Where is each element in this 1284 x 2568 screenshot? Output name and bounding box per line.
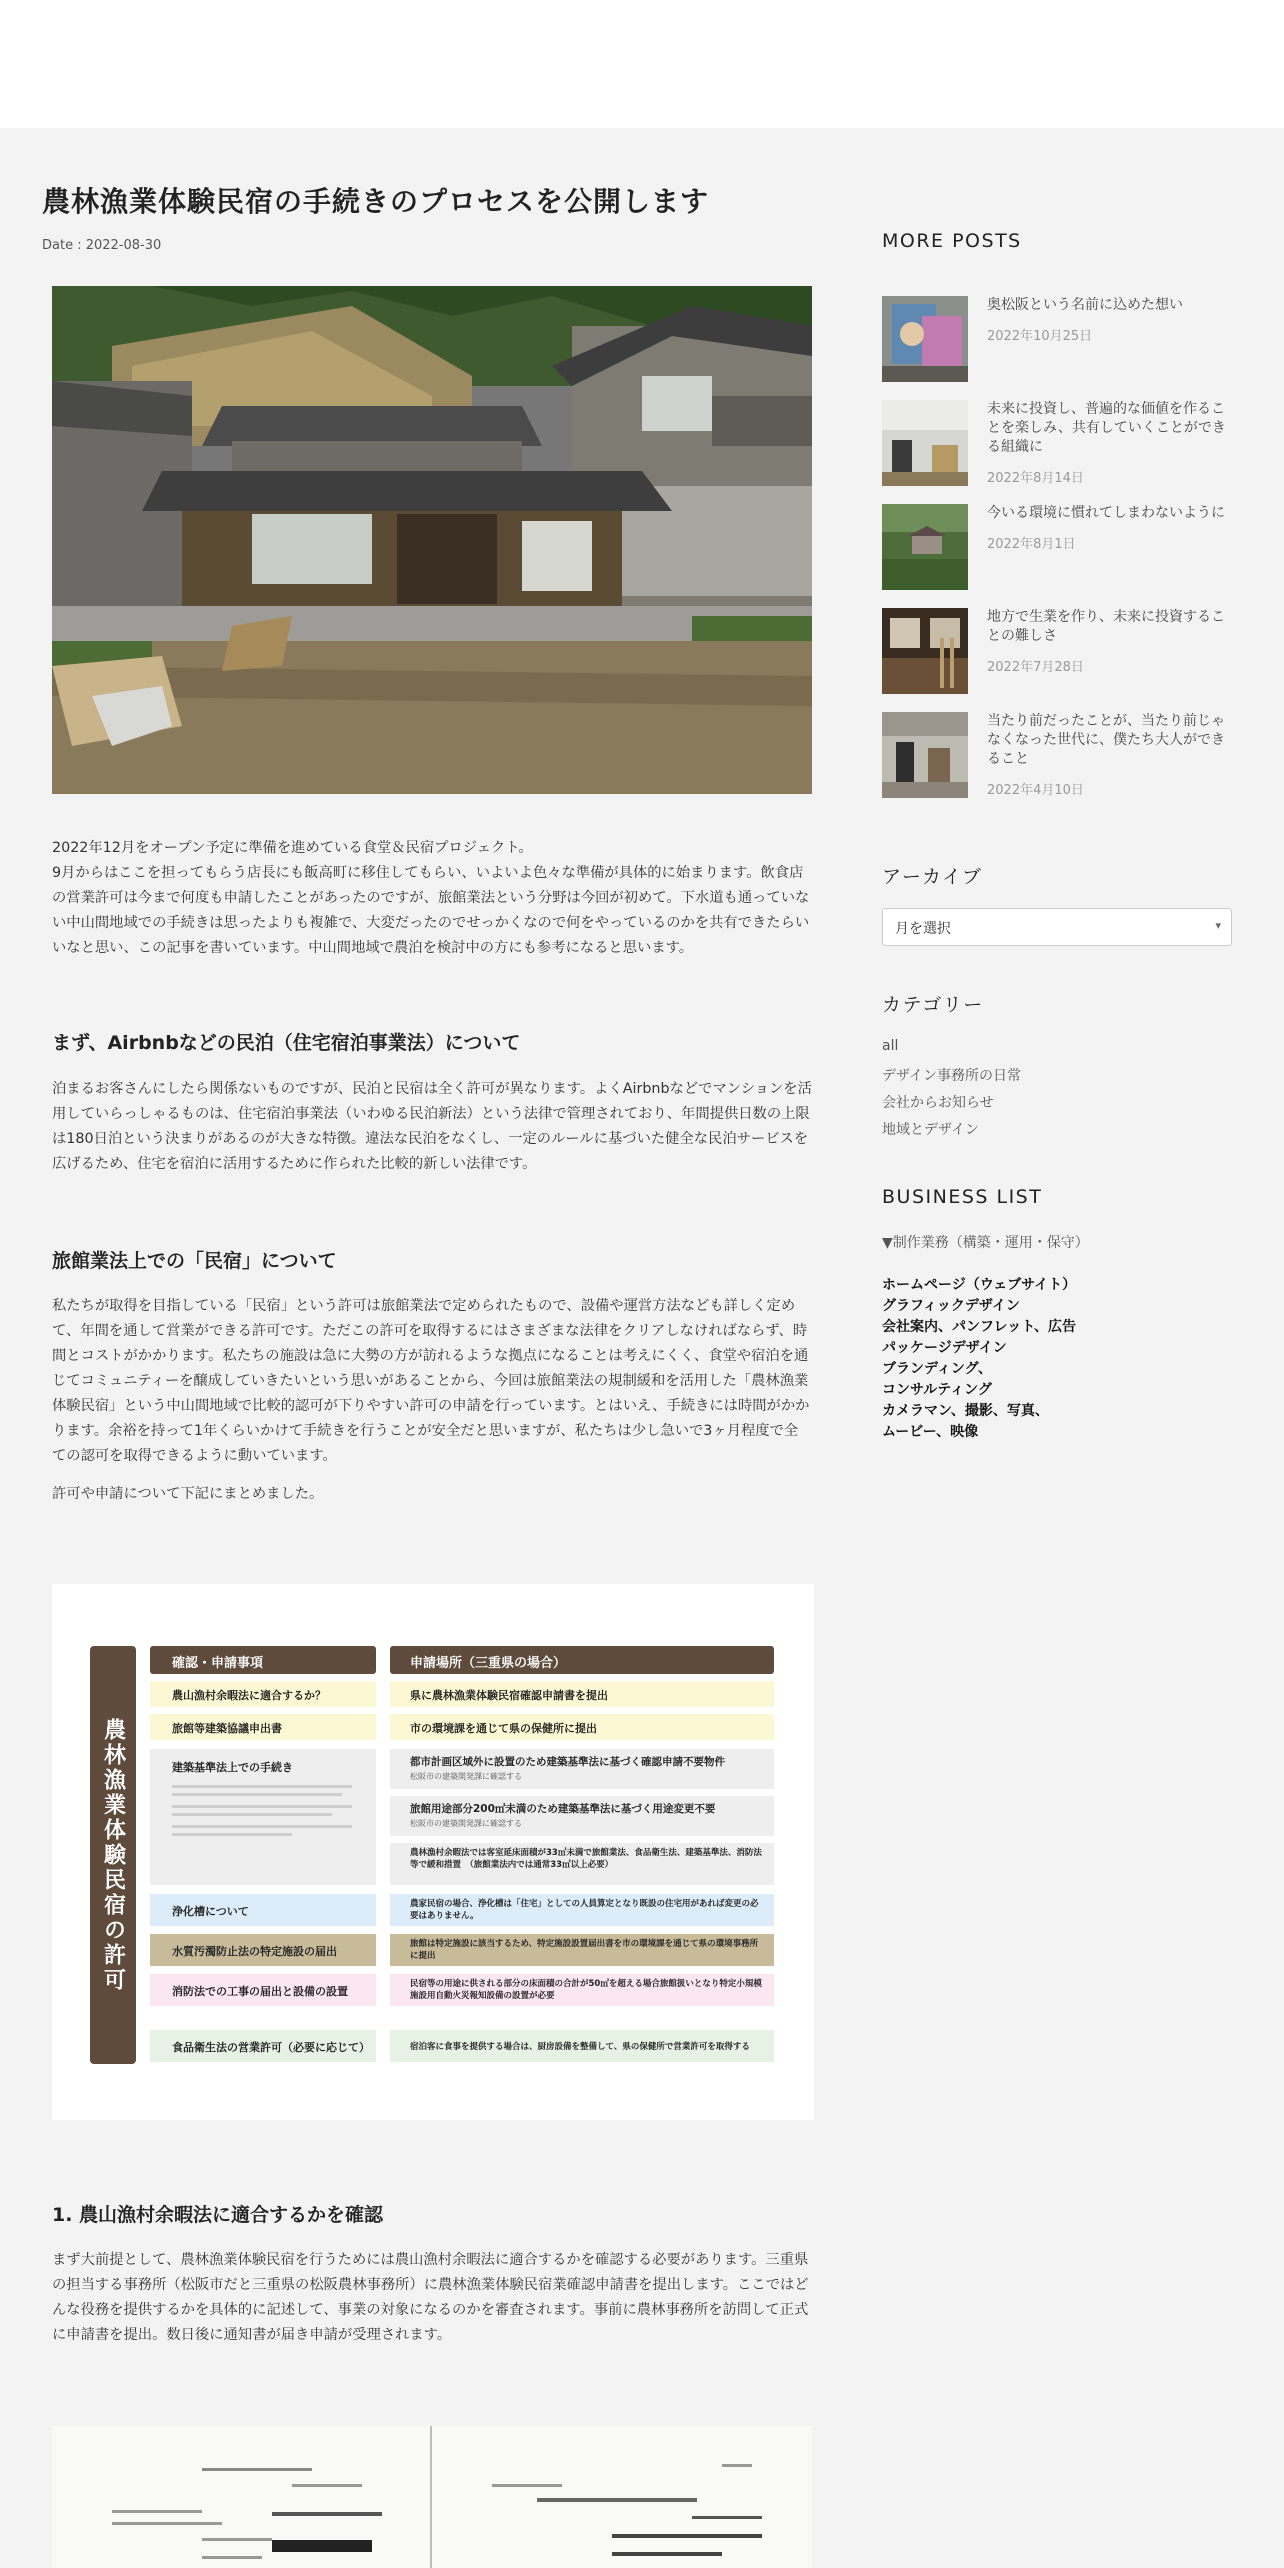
diagram-col2-header-text: 申請場所（三重県の場合） bbox=[410, 1656, 567, 1671]
diagram-row-3-left: 浄化槽について bbox=[150, 1894, 376, 1926]
diagram-row-4-right: 旅館は特定施設に該当するため、特定施設設置届出書を市の環境課を通じて県の環境事務所に提出 bbox=[390, 1934, 774, 1966]
archive-select-value: 月を選択 bbox=[895, 921, 951, 937]
post-item-4[interactable] bbox=[882, 608, 1232, 698]
post-date-5: 2022年4月10日 bbox=[987, 783, 1084, 798]
post-title-4[interactable]: 地方で生業を作り、未来に投資することの難しさ bbox=[987, 609, 1225, 644]
diagram-kenchiku-item-3: 農林漁村余暇法では客室延床面積が33㎡未満で旅館業法、食品衛生法、建築基準法、消防法等で緩和措置 （旅館業法内では通常33㎡以上必要） bbox=[410, 1848, 762, 1870]
post-item-5[interactable] bbox=[882, 712, 1232, 802]
diagram-kenchiku-item-2: 旅館用途部分200㎡未満のため建築基準法に基づく用途変更不要 bbox=[410, 1803, 716, 1815]
business-list-subheading: ▼制作業務（構築・運用・保守） bbox=[882, 1235, 1089, 1251]
permit-diagram bbox=[52, 1584, 814, 2120]
diagram-kenchiku-title: 建築基準法上での手続き bbox=[172, 1761, 293, 1774]
post-title-1[interactable]: 奥松阪という名前に込めた想い bbox=[987, 297, 1183, 313]
section-note: 許可や申請について下記にまとめました。 bbox=[52, 1486, 324, 1502]
business-item: 会社案内、パンフレット、広告 bbox=[882, 1319, 1077, 1335]
post-thumbnail-5[interactable] bbox=[882, 712, 968, 798]
section-body-ryokan: 私たちが取得を目指している「民宿」という許可は旅館業法で定められたもので、設備や運営方法なども詳しく定めて、年間を通して営業ができる許可です。ただこの許可を取得するにはさまざまな法律をクリアしなければならず、時間とコストがかかります。私たちの施設は急に大勢の方が訪れるような拠点になることは考えにくく、食堂や宿泊を通じてコミュニティーを醸成していきたいという思いがあることから、今回は旅館業法の規制緩和を活用した「農林漁業体験民宿」という中山間地域で比較的認可が下りやすい許可の申請を行っています。とはいえ、手続きには時間がかかります。余裕を持って1年くらいかけて手続きを行うことが安全だと思いますが、私たちは少し急いで3ヶ月程度で全ての認可を取得できるように動いています。 bbox=[52, 1298, 810, 1464]
section-body-step1: まず大前提として、農林漁業体験民宿を行うためには農山漁村余暇法に適合するかを確認する必要があります。三重県の担当する事務所（松阪市だと三重県の松阪農林事務所）に農林漁業体験民宿業確認申請書を提出します。ここではどんな役務を提供するかを具体的に記述して、事業の対象になるのかを審査されます。事前に農林事務所を訪問して正式に申請書を提出。数日後に通知書が届き申請が受理されます。 bbox=[52, 2252, 809, 2343]
business-item: ムービー、映像 bbox=[882, 1424, 979, 1440]
diagram-kenchiku-right-1 bbox=[390, 1749, 774, 1789]
business-item: ホームページ（ウェブサイト） bbox=[882, 1277, 1077, 1293]
diagram-row-6-left: 食品衛生法の営業許可（必要に応じて） bbox=[150, 2030, 376, 2062]
article-title: 農林漁業体験民宿の手続きのプロセスを公開します bbox=[42, 185, 710, 218]
archive-heading: アーカイブ bbox=[882, 866, 983, 888]
post-date-3: 2022年8月1日 bbox=[987, 537, 1076, 552]
post-thumbnail-1[interactable] bbox=[882, 296, 968, 382]
intro-paragraph-1: 2022年12月をオープン予定に準備を進めている食堂＆民宿プロジェクト。 bbox=[52, 840, 533, 856]
diagram-kenchiku-note-1: 松阪市の建築開発課に確認する bbox=[410, 1772, 522, 1781]
post-item-2[interactable] bbox=[882, 400, 1232, 490]
category-heading: カテゴリー bbox=[882, 994, 984, 1016]
chevron-down-icon: ▾ bbox=[1215, 919, 1221, 932]
diagram-row-5-right: 民宿等の用途に供される部分の床面積の合計が50㎡を超える場合旅館扱いとなり特定小規模施設用自動火災報知設備の設置が必要 bbox=[390, 1974, 774, 2006]
diagram-row-1-left: 農山漁村余暇法に適合するか？ bbox=[150, 1681, 376, 1707]
diagram-row-5-left: 消防法での工事の届出と設備の設置 bbox=[150, 1974, 376, 2006]
archive-select[interactable] bbox=[882, 908, 1232, 946]
post-thumbnail-2[interactable] bbox=[882, 400, 968, 486]
article-date: Date : 2022-08-30 bbox=[42, 238, 162, 253]
category-link-news[interactable]: 会社からお知らせ bbox=[882, 1095, 994, 1111]
diagram-kenchiku-note-2: 松阪市の建築開発課に確認する bbox=[410, 1819, 522, 1828]
diagram-kenchiku-item-1: 都市計画区域外に設置のため建築基準法に基づく確認申請不要物件 bbox=[410, 1756, 725, 1768]
business-item: コンサルティング bbox=[882, 1382, 992, 1398]
post-date-1: 2022年10月25日 bbox=[987, 329, 1093, 344]
post-item-1[interactable] bbox=[882, 296, 1232, 386]
post-thumbnail-3[interactable] bbox=[882, 504, 968, 590]
diagram-col1-header-text: 確認・申請事項 bbox=[172, 1656, 264, 1671]
site-header bbox=[0, 0, 1284, 128]
section-heading-minpaku: まず、Airbnbなどの民泊（住宅宿泊事業法）について bbox=[52, 1032, 521, 1054]
business-item: グラフィックデザイン bbox=[882, 1298, 1020, 1314]
post-item-3[interactable] bbox=[882, 504, 1232, 594]
section-heading-ryokan: 旅館業法上での「民宿」について bbox=[52, 1250, 337, 1272]
post-title-2[interactable]: 未来に投資し、普遍的な価値を作ることを楽しみ、共有していくことができる組織に bbox=[987, 401, 1226, 455]
diagram-row-2-right: 市の環境課を通じて県の保健所に提出 bbox=[390, 1714, 774, 1740]
more-posts-heading: MORE POSTS bbox=[882, 230, 1022, 252]
diagram-col2-header bbox=[390, 1646, 774, 1674]
business-item: カメラマン、撮影、写真、 bbox=[882, 1403, 1049, 1419]
category-link-all[interactable]: all bbox=[882, 1038, 899, 1054]
intro-paragraph-2: 9月からはここを担ってもらう店長にも飯高町に移住してもらい、いよいよ色々な準備が具体的に始まります。飲食店の営業許可は今まで何度も申請したことがあったのですが、旅館業法という分野は今回が初めて。下水道も通っていない中山間地域での手続きは思ったよりも複雑で、大変だったのでせっかくなので何をやっているのかを共有できたらいいなと思い、この記事を書いています。中山間地域で農泊を検討中の方にも参考になると思います。 bbox=[52, 865, 810, 956]
diagram-row-4-left: 水質汚濁防止法の特定施設の届出 bbox=[150, 1934, 376, 1966]
post-date-2: 2022年8月14日 bbox=[987, 471, 1084, 486]
diagram-kenchiku-right-2 bbox=[390, 1796, 774, 1836]
diagram-row-6-right: 宿泊客に食事を提供する場合は、厨房設備を整備して、県の保健所で営業許可を取得する bbox=[390, 2030, 774, 2062]
post-title-5[interactable]: 当たり前だったことが、当たり前じゃなくなった世代に、僕たち大人ができること bbox=[987, 713, 1225, 767]
post-thumbnail-4[interactable] bbox=[882, 608, 968, 694]
business-item: パッケージデザイン bbox=[882, 1340, 1007, 1356]
category-link-region-design[interactable]: 地域とデザイン bbox=[882, 1122, 980, 1138]
hero-photo bbox=[52, 286, 812, 794]
diagram-kenchiku-left bbox=[150, 1749, 376, 1885]
diagram-col1-header bbox=[150, 1646, 376, 1674]
section-body-minpaku: 泊まるお客さんにしたら関係ないものですが、民泊と民宿は全く許可が異なります。よくAirbnbなどでマンションを活用していらっしゃるものは、住宅宿泊事業法（いわゆる民泊新法）という法律で管理されており、年間提供日数の上限は180日泊という決まりがあるのが大きな特徴。違法な民泊をなくし、一定のルールに基づいた健全な民泊サービスを広げるため、住宅を宿泊に活用するために作られた比較的新しい法律です。 bbox=[52, 1081, 812, 1172]
application-form-scan bbox=[52, 2426, 812, 2568]
diagram-row-2-left: 旅館等建築協議申出書 bbox=[150, 1714, 376, 1740]
diagram-row-1-right: 県に農林漁業体験民宿確認申請書を提出 bbox=[390, 1681, 774, 1707]
business-list-heading: BUSINESS LIST bbox=[882, 1186, 1043, 1208]
category-link-office-daily[interactable]: デザイン事務所の日常 bbox=[882, 1068, 1022, 1084]
diagram-kenchiku-right-3 bbox=[390, 1843, 774, 1885]
diagram-row-3-right: 農家民宿の場合、浄化槽は「住宅」としての人員算定となり既設の住宅用があれば変更の必要はありません。 bbox=[390, 1894, 774, 1926]
diagram-vertical-title-text: 農林漁業体験民宿の許可 bbox=[100, 1717, 126, 1993]
post-date-4: 2022年7月28日 bbox=[987, 660, 1084, 675]
post-title-3[interactable]: 今いる環境に慣れてしまわないように bbox=[987, 505, 1225, 521]
diagram-vertical-title bbox=[90, 1646, 136, 2064]
business-item: ブランディング、 bbox=[882, 1361, 993, 1377]
section-heading-step1: 1. 農山漁村余暇法に適合するかを確認 bbox=[52, 2204, 384, 2226]
